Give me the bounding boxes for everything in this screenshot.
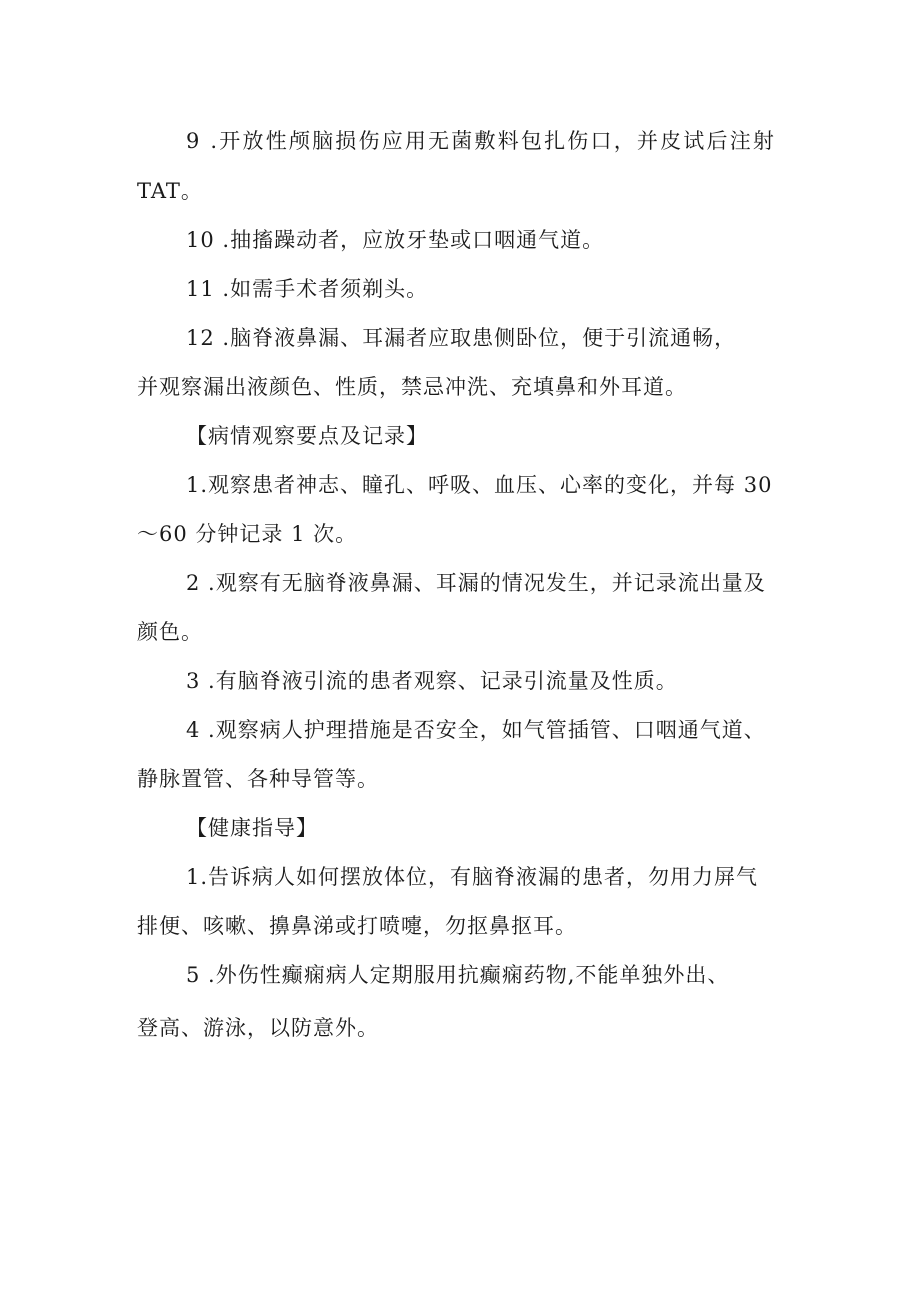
section-heading-observation: 【病情观察要点及记录】 (186, 424, 428, 448)
observation-item-4-line-2: 静脉置管、各种导管等。 (137, 767, 379, 791)
guidance-item-1-line-2: 排便、咳嗽、擤鼻涕或打喷嚏，勿抠鼻抠耳。 (137, 914, 577, 938)
observation-item-1-line-2: ～60 分钟记录 1 次。 (137, 522, 358, 546)
item-9-line-2: TAT。 (137, 179, 203, 203)
guidance-item-1-line-1: 1.告诉病人如何摆放体位，有脑脊液漏的患者，勿用力屏气 (186, 865, 759, 889)
item-12-line-1: 12 .脑脊液鼻漏、耳漏者应取患侧卧位，便于引流通畅， (186, 326, 737, 350)
item-10: 10 .抽搐躁动者，应放牙垫或口咽通气道。 (186, 228, 605, 252)
observation-item-4-line-1: 4 .观察病人护理措施是否安全，如气管插管、口咽通气道、 (186, 718, 766, 742)
item-9-line-1: 9 .开放性颅脑损伤应用无菌敷料包扎伤口，并皮试后注射 (186, 129, 777, 153)
section-heading-health-guidance: 【健康指导】 (186, 816, 318, 840)
guidance-item-5-line-1: 5 .外伤性癫痫病人定期服用抗癫痫药物,不能单独外出、 (186, 963, 730, 987)
observation-item-2-line-2: 颜色。 (137, 620, 203, 644)
observation-item-1-line-1: 1.观察患者神志、瞳孔、呼吸、血压、心率的变化，并每 30 (186, 473, 773, 497)
guidance-item-5-line-2: 登高、游泳，以防意外。 (137, 1016, 379, 1040)
observation-item-3: 3 .有脑脊液引流的患者观察、记录引流量及性质。 (186, 669, 678, 693)
item-12-line-2: 并观察漏出液颜色、性质，禁忌冲洗、充填鼻和外耳道。 (137, 375, 687, 399)
item-11: 11 .如需手术者须剃头。 (186, 277, 429, 301)
observation-item-2-line-1: 2 .观察有无脑脊液鼻漏、耳漏的情况发生，并记录流出量及 (186, 571, 766, 595)
